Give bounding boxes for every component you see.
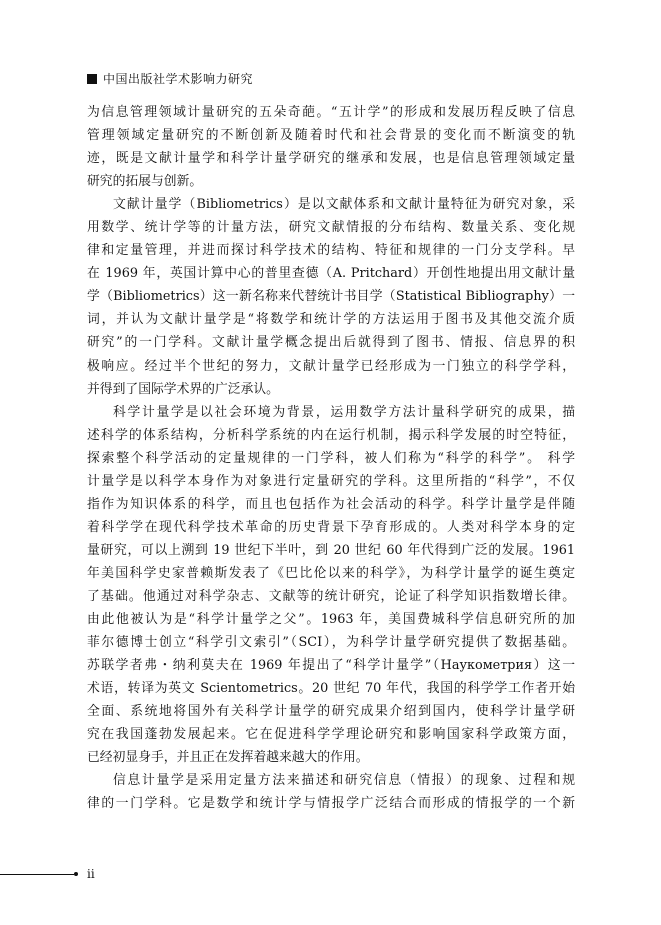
header-square-marker [87, 74, 97, 84]
text-line: 用数学、统计学等的计量方法，研究文献情报的分布结构、数量关系、变化规 [87, 220, 575, 236]
text-line: 信息计量学是采用定量方法来描述和研究信息（情报）的现象、过程和规 [113, 773, 575, 789]
text-line: 指作为知识体系的科学，而且也包括作为社会活动的科学。科学计量学是伴随 [87, 496, 575, 512]
page-footer [0, 867, 95, 881]
text-line: 菲尔德博士创立“科学引文索引”（SCI），为科学计量学研究提供了数据基础。 [87, 635, 575, 651]
footer-dot-marker [74, 872, 78, 876]
running-header-title: 中国出版社学术影响力研究 [103, 72, 254, 86]
footer-rule [0, 874, 74, 875]
text-line: 由此他被认为是“科学计量学之父”。1963 年，美国费城科学信息研究所的加 [87, 612, 575, 628]
text-line: 计量学是以科学本身作为对象进行定量研究的学科。这里所指的“科学”，不仅 [87, 473, 575, 489]
text-line: 年美国科学史家普赖斯发表了《巴比伦以来的科学》，为科学计量学的诞生奠定 [87, 565, 575, 581]
text-line: 文献计量学（Bibliometrics）是以文献体系和文献计量特征为研究对象，采 [113, 197, 575, 213]
text-line: 述科学的体系结构，分析科学系统的内在运行机制，揭示科学发展的时空特征， [87, 427, 575, 443]
body-text [87, 101, 575, 815]
text-line: 并得到了国际学术界的广泛承认。 [87, 381, 279, 397]
text-line: 词，并认为文献计量学是“将数学和统计学的方法运用于图书及其他交流介质 [87, 312, 575, 328]
text-line: 研究”的一门学科。文献计量学概念提出后就得到了图书、情报、信息界的积 [87, 335, 575, 351]
text-line: 苏联学者弗・纳利莫夫在 1969 年提出了“科学计量学”（Наукометрия）这一 [87, 658, 575, 674]
page-number: ii [87, 867, 95, 881]
text-line: 量研究，可以上溯到 19 世纪下半叶，到 20 世纪 60 年代得到广泛的发展。1961 [87, 542, 575, 558]
text-line: 律的一门学科。它是数学和统计学与情报学广泛结合而形成的情报学的一个新 [87, 796, 575, 812]
text-line: 究在我国蓬勃发展起来。它在促进科学学理论研究和影响国家科学政策方面， [87, 727, 575, 743]
text-line: 着科学学在现代科学技术革命的历史背景下孕育形成的。人类对科学本身的定 [87, 519, 575, 535]
text-line: 全面、系统地将国外有关科学计量学的研究成果介绍到国内，使科学计量学研 [87, 704, 575, 720]
text-line: 术语，转译为英文 Scientometrics。20 世纪 70 年代，我国的科学学工作者开始 [87, 681, 575, 697]
text-line: 已经初显身手，并且正在发挥着越来越大的作用。 [87, 750, 369, 766]
text-line: 学（Bibliometrics）这一新名称来代替统计书目学（Statistical Bibliography）一 [87, 289, 575, 305]
text-line: 极响应。经过半个世纪的努力，文献计量学已经形成为一门独立的科学学科， [87, 358, 575, 374]
text-line: 在 1969 年，英国计算中心的普里查德（A. Pritchard）开创性地提出用文献计量 [87, 266, 575, 282]
text-line: 探索整个科学活动的定量规律的一门学科，被人们称为“科学的科学”。 科学 [87, 450, 575, 466]
text-line: 研究的拓展与创新。 [87, 174, 203, 190]
text-line: 管理领域定量研究的不断创新及随着时代和社会背景的变化而不断演变的轨 [87, 128, 575, 144]
text-line: 迹，既是文献计量学和科学计量学研究的继承和发展，也是信息管理领域定量 [87, 151, 575, 167]
text-line: 了基础。他通过对科学杂志、文献等的统计研究，论证了科学知识指数增长律。 [87, 588, 575, 604]
text-line: 为信息管理领域计量研究的五朵奇葩。“五计学”的形成和发展历程反映了信息 [87, 105, 575, 120]
running-header [87, 70, 253, 87]
text-line: 科学计量学是以社会环境为背景，运用数学方法计量科学研究的成果，描 [113, 404, 575, 420]
text-line: 律和定量管理，并进而探讨科学技术的结构、特征和规律的一门分支学科。早 [87, 243, 575, 259]
